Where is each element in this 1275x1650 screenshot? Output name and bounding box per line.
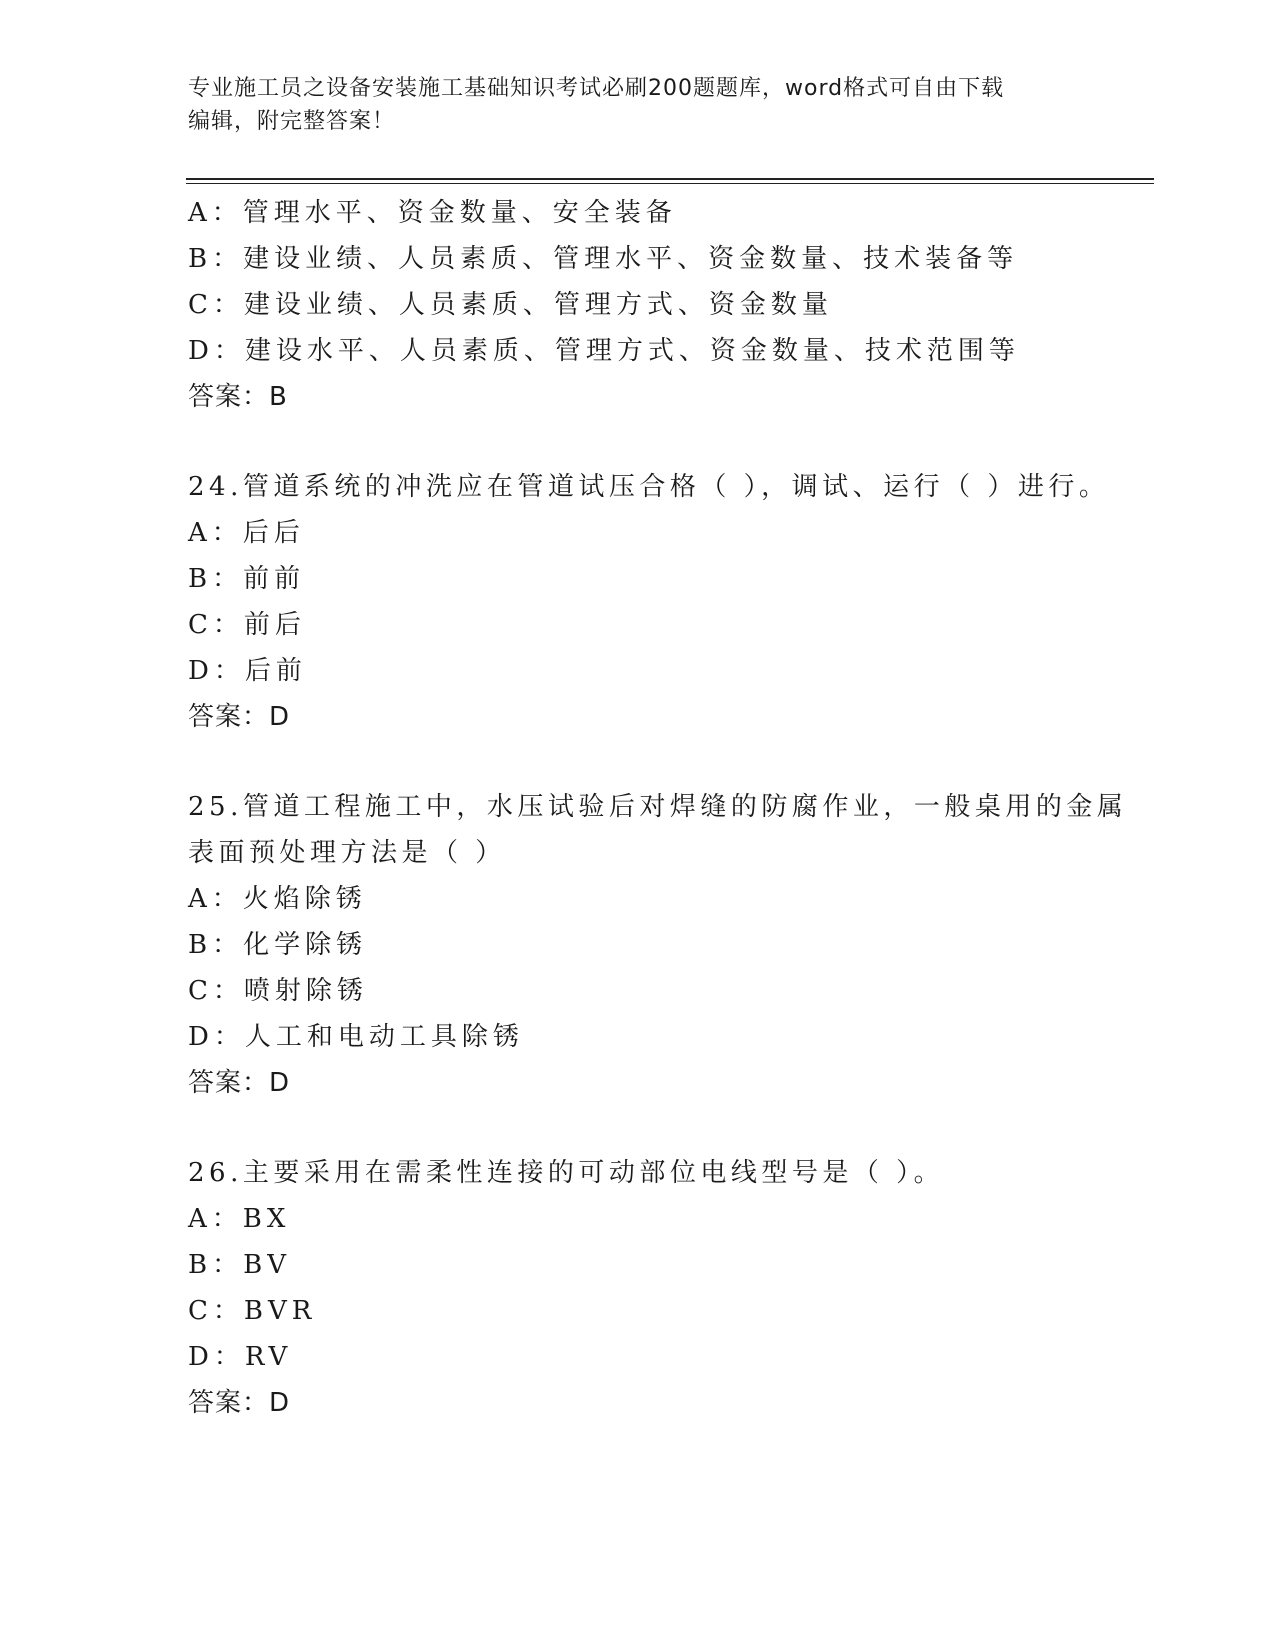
question-stem-line-1: 25.管道工程施工中，水压试验后对焊缝的防腐作业，一般桌用的金属 (188, 792, 1128, 822)
header-title-line-1: 专业施工员之设备安装施工基础知识考试必刷200题题库，word格式可自由下载 (188, 76, 1005, 101)
question-content (188, 190, 1128, 1426)
option-b: B：建设业绩、人员素质、管理水平、资金数量、技术装备等 (188, 244, 1019, 274)
document-header (188, 72, 1088, 138)
answer: 答案：D (188, 1388, 291, 1418)
option-d: D：人工和电动工具除锈 (188, 1022, 524, 1052)
option-b: B：前前 (188, 564, 306, 594)
question-stem-line-2: 表面预处理方法是（ ） (188, 838, 506, 868)
option-b: B：BV (188, 1250, 291, 1280)
answer: 答案：D (188, 702, 291, 732)
option-a: A：火焰除锈 (188, 884, 367, 914)
answer: 答案：D (188, 1068, 291, 1098)
header-divider-thin (186, 183, 1154, 184)
header-title-line-2: 编辑，附完整答案！ (188, 109, 396, 134)
option-c: C：BVR (188, 1296, 317, 1326)
answer: 答案：B (188, 382, 288, 412)
question-25 (188, 784, 1128, 1106)
option-b: B：化学除锈 (188, 930, 368, 960)
option-d: D：后前 (188, 656, 307, 686)
question-stem: 24.管道系统的冲洗应在管道试压合格（ ），调试、运行（ ）进行。 (188, 472, 1110, 502)
option-c: C：建设业绩、人员素质、管理方式、资金数量 (188, 290, 833, 320)
header-divider (186, 178, 1154, 180)
option-d: D：建设水平、人员素质、管理方式、资金数量、技术范围等 (188, 336, 1020, 366)
option-c: C：前后 (188, 610, 306, 640)
question-26 (188, 1150, 1088, 1426)
option-d: D：RV (188, 1342, 293, 1372)
option-a: A：后后 (188, 518, 305, 548)
question-24 (188, 464, 1110, 740)
option-a: A：管理水平、资金数量、安全装备 (188, 198, 677, 228)
option-a: A：BX (188, 1204, 291, 1234)
question-23 (188, 190, 1088, 420)
option-c: C：喷射除锈 (188, 976, 368, 1006)
question-stem: 26.主要采用在需柔性连接的可动部位电线型号是（ ）。 (188, 1158, 945, 1188)
